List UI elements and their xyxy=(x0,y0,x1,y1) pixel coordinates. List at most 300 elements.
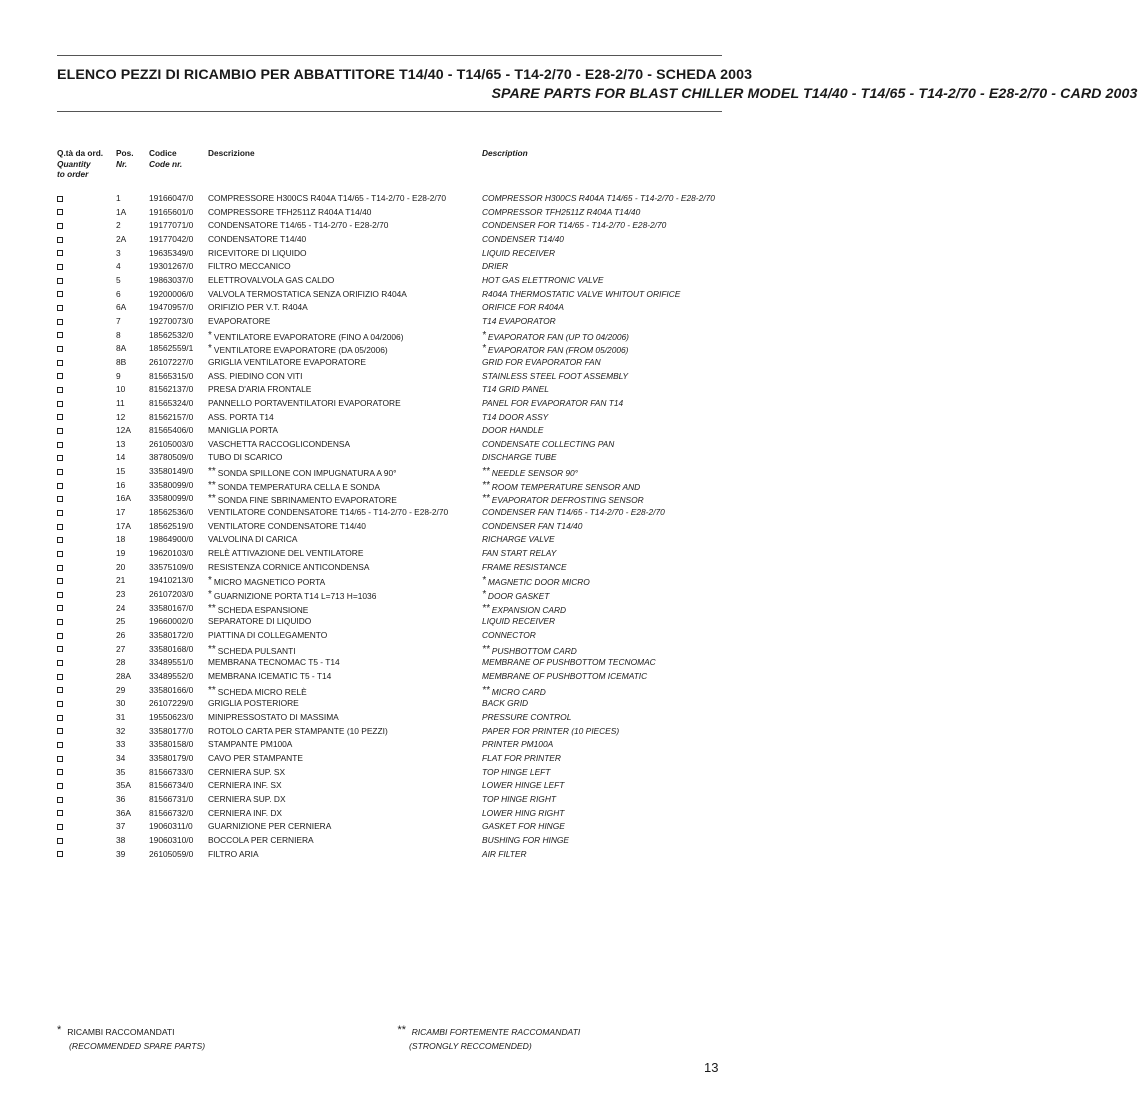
position-number: 8 xyxy=(116,329,121,340)
description-en xyxy=(482,247,555,261)
description-en-text: PRESSURE CONTROL xyxy=(482,711,572,722)
order-checkbox[interactable] xyxy=(57,442,63,448)
position-number: 31 xyxy=(116,711,126,722)
order-checkbox[interactable] xyxy=(57,319,63,325)
position-number: 17 xyxy=(116,507,126,518)
order-checkbox[interactable] xyxy=(57,237,63,243)
part-code: 33580168/0 xyxy=(149,643,194,654)
order-checkbox[interactable] xyxy=(57,278,63,284)
table-row xyxy=(0,301,777,315)
recommended-marker: * xyxy=(208,575,212,587)
part-code: 19863037/0 xyxy=(149,274,194,285)
top-rule xyxy=(57,55,722,56)
footnote-strongly-recommended xyxy=(397,1023,580,1053)
position-number: 8A xyxy=(116,343,127,354)
table-row xyxy=(0,752,777,766)
recommended-marker-en: ** xyxy=(482,602,490,614)
order-checkbox[interactable] xyxy=(57,851,63,857)
table-row xyxy=(0,492,777,506)
position-number: 12 xyxy=(116,411,126,422)
order-checkbox[interactable] xyxy=(57,496,63,502)
table-row xyxy=(0,574,777,588)
description-en xyxy=(482,533,555,547)
order-checkbox[interactable] xyxy=(57,660,63,666)
description-en xyxy=(482,424,543,438)
table-row xyxy=(0,424,777,438)
position-number: 6 xyxy=(116,288,121,299)
description-en xyxy=(482,793,556,807)
description-it-text: VALVOLINA DI CARICA xyxy=(208,534,298,545)
description-it xyxy=(208,670,331,684)
table-row xyxy=(0,848,777,862)
table-row xyxy=(0,670,777,684)
position-number: 36A xyxy=(116,807,131,818)
order-checkbox[interactable] xyxy=(57,838,63,844)
description-en-text: FAN START RELAY xyxy=(482,548,557,559)
description-en-text: FRAME RESISTANCE xyxy=(482,561,567,572)
order-checkbox[interactable] xyxy=(57,264,63,270)
description-it-text: GRIGLIA VENTILATORE EVAPORATORE xyxy=(208,356,366,367)
description-en-text: MEMBRANE OF PUSHBOTTOM TECNOMAC xyxy=(482,657,656,668)
order-checkbox[interactable] xyxy=(57,783,63,789)
order-checkbox[interactable] xyxy=(57,223,63,229)
description-en xyxy=(482,274,603,288)
position-number: 20 xyxy=(116,561,126,572)
order-checkbox[interactable] xyxy=(57,756,63,762)
column-header-quantity-it: Q.tà da ord. xyxy=(57,148,104,158)
position-number: 33 xyxy=(116,739,126,750)
description-it-text: SONDA TEMPERATURA CELLA E SONDA xyxy=(217,481,380,492)
description-it-text: CONDENSATORE T14/40 xyxy=(208,233,307,244)
description-it-text: CONDENSATORE T14/65 - T14-2/70 - E28-2/70 xyxy=(208,220,389,231)
table-row xyxy=(0,793,777,807)
description-en xyxy=(482,725,619,739)
order-checkbox[interactable] xyxy=(57,510,63,516)
description-en-text: COMPRESSOR TFH2511Z R404A T14/40 xyxy=(482,206,641,217)
part-code: 26105003/0 xyxy=(149,438,194,449)
position-number: 35A xyxy=(116,780,131,791)
table-row xyxy=(0,438,777,452)
description-en xyxy=(482,260,508,274)
description-it-text: CERNIERA SUP. SX xyxy=(208,766,286,777)
description-it-text: CERNIERA INF. DX xyxy=(208,807,282,818)
description-en-text: EVAPORATOR FAN (FROM 05/2006) xyxy=(487,345,629,356)
description-it-text: PIATTINA DI COLLEGAMENTO xyxy=(208,630,328,640)
table-row xyxy=(0,233,777,247)
description-it xyxy=(208,356,366,370)
description-en xyxy=(482,206,640,220)
position-number: 24 xyxy=(116,602,126,613)
position-number: 2A xyxy=(116,233,127,244)
description-en-text: T14 EVAPORATOR xyxy=(482,315,556,326)
position-number: 16A xyxy=(116,493,131,504)
table-row xyxy=(0,834,777,848)
table-row xyxy=(0,684,777,698)
order-checkbox[interactable] xyxy=(57,646,63,652)
recommended-marker: ** xyxy=(208,466,216,478)
description-it xyxy=(208,533,298,547)
part-code: 19060311/0 xyxy=(149,821,193,832)
recommended-marker: ** xyxy=(208,602,216,614)
part-code: 26105059/0 xyxy=(149,848,194,859)
order-checkbox[interactable] xyxy=(57,824,63,830)
position-number: 3 xyxy=(116,247,121,258)
description-en-text: DOOR HANDLE xyxy=(482,425,544,436)
part-code: 19060310/0 xyxy=(149,834,194,845)
description-it xyxy=(208,424,278,438)
description-it xyxy=(208,219,388,233)
position-number: 35 xyxy=(116,766,126,777)
position-number: 28A xyxy=(116,670,131,681)
description-it-text: MINIPRESSOSTATO DI MASSIMA xyxy=(208,711,339,722)
description-it xyxy=(208,848,259,862)
description-it-text: CAVO PER STAMPANTE xyxy=(208,752,303,763)
order-checkbox[interactable] xyxy=(57,209,63,215)
description-en xyxy=(482,233,564,247)
order-checkbox[interactable] xyxy=(57,469,63,475)
description-en-text: T14 GRID PANEL xyxy=(482,384,549,395)
description-it-text: MICRO MAGNETICO PORTA xyxy=(213,577,326,588)
recommended-marker: ** xyxy=(208,643,216,655)
description-en-text: DISCHARGE TUBE xyxy=(482,452,557,463)
description-en xyxy=(482,356,601,370)
part-code: 33580177/0 xyxy=(149,725,194,736)
description-en-text: PUSHBOTTOM CARD xyxy=(491,645,577,656)
description-en-text: ROOM TEMPERATURE SENSOR AND xyxy=(491,481,641,492)
order-checkbox[interactable] xyxy=(57,291,63,297)
table-row xyxy=(0,561,777,575)
description-en-text: PRINTER PM100A xyxy=(482,739,554,750)
description-it xyxy=(208,192,446,206)
description-it xyxy=(208,438,350,452)
position-number: 16 xyxy=(116,479,126,490)
table-row xyxy=(0,329,777,343)
part-code: 19270073/0 xyxy=(149,315,194,326)
description-en-text: BACK GRID xyxy=(482,698,529,709)
order-checkbox[interactable] xyxy=(57,455,63,461)
order-checkbox[interactable] xyxy=(57,797,63,803)
description-it-text: ELETTROVALVOLA GAS CALDO xyxy=(208,274,335,285)
column-header-code-en: Code nr. xyxy=(149,158,183,169)
table-row xyxy=(0,247,777,261)
description-it-text: ASS. PIEDINO CON VITI xyxy=(208,370,303,381)
order-checkbox[interactable] xyxy=(57,360,63,366)
order-checkbox[interactable] xyxy=(57,674,63,680)
position-number: 26 xyxy=(116,630,126,640)
order-checkbox[interactable] xyxy=(57,687,63,693)
order-checkbox[interactable] xyxy=(57,250,63,256)
order-checkbox[interactable] xyxy=(57,592,63,598)
footnote-single-mark: * xyxy=(57,1024,62,1036)
description-it xyxy=(208,301,308,315)
order-checkbox[interactable] xyxy=(57,551,63,557)
table-row xyxy=(0,807,777,821)
description-it xyxy=(208,520,366,534)
order-checkbox[interactable] xyxy=(57,701,63,707)
description-it-text: VENTILATORE EVAPORATORE (DA 05/2006) xyxy=(213,345,388,356)
order-checkbox[interactable] xyxy=(57,742,63,748)
description-it xyxy=(208,288,407,302)
description-en-text: BUSHING FOR HINGE xyxy=(482,834,570,845)
description-it xyxy=(208,793,286,807)
recommended-marker-en: * xyxy=(482,343,486,355)
table-row xyxy=(0,547,777,561)
description-en-text: MAGNETIC DOOR MICRO xyxy=(487,577,590,588)
description-en xyxy=(482,711,571,725)
description-it-text: SONDA SPILLONE CON IMPUGNATURA A 90° xyxy=(217,468,397,479)
description-en xyxy=(482,411,548,425)
description-en xyxy=(482,738,553,752)
description-it-text: RICEVITORE DI LIQUIDO xyxy=(208,247,307,258)
position-number: 6A xyxy=(116,302,127,313)
description-it-text: SCHEDA MICRO RELÈ xyxy=(217,686,307,697)
part-code: 19620103/0 xyxy=(149,548,194,559)
description-en-text: CONDENSER FAN T14/40 xyxy=(482,520,583,531)
description-en-text: MICRO CARD xyxy=(491,686,546,697)
column-header-quantity xyxy=(57,148,103,180)
description-it-text: SCHEDA ESPANSIONE xyxy=(217,604,309,615)
table-row xyxy=(0,725,777,739)
column-header-quantity-en-1: Quantity xyxy=(57,158,91,169)
order-checkbox[interactable] xyxy=(57,373,63,379)
part-code: 19200006/0 xyxy=(149,288,194,299)
recommended-marker-en: ** xyxy=(482,684,490,696)
description-it xyxy=(208,561,369,575)
description-en-text: ORIFICE FOR R404A xyxy=(482,302,564,313)
position-number: 11 xyxy=(116,397,125,408)
order-checkbox[interactable] xyxy=(57,728,63,734)
description-en-text: EVAPORATOR FAN (UP TO 04/2006) xyxy=(487,331,629,342)
order-checkbox[interactable] xyxy=(57,810,63,816)
description-it xyxy=(208,779,282,793)
position-number: 37 xyxy=(116,821,126,832)
order-checkbox[interactable] xyxy=(57,483,63,489)
title-bottom-rule xyxy=(57,111,722,112)
table-row xyxy=(0,356,777,370)
column-header-quantity-en-2: to order xyxy=(57,169,89,179)
part-code: 38780509/0 xyxy=(149,452,194,463)
order-checkbox[interactable] xyxy=(57,346,63,352)
footnote-double-text-it: RICAMBI FORTEMENTE RACCOMANDATI xyxy=(411,1027,581,1037)
description-it-text: PRESA D'ARIA FRONTALE xyxy=(208,384,312,395)
table-row xyxy=(0,370,777,384)
position-number: 32 xyxy=(116,725,126,736)
part-code: 19177071/0 xyxy=(149,220,194,231)
order-checkbox[interactable] xyxy=(57,769,63,775)
position-number: 34 xyxy=(116,752,126,763)
description-en xyxy=(482,629,536,643)
table-row xyxy=(0,588,777,602)
page-number: 13 xyxy=(704,1060,719,1075)
description-it xyxy=(208,233,306,247)
position-number: 36 xyxy=(116,793,126,804)
order-checkbox[interactable] xyxy=(57,605,63,611)
table-row xyxy=(0,383,777,397)
table-row xyxy=(0,656,777,670)
position-number: 25 xyxy=(116,616,126,627)
order-checkbox[interactable] xyxy=(57,578,63,584)
recommended-marker: * xyxy=(208,329,212,341)
part-code: 18562559/1 xyxy=(149,343,194,354)
part-code: 81565315/0 xyxy=(149,370,194,381)
order-checkbox[interactable] xyxy=(57,524,63,530)
description-en xyxy=(482,315,556,329)
part-code: 81566734/0 xyxy=(149,780,194,791)
position-number: 1 xyxy=(116,193,121,203)
description-it-text: TUBO DI SCARICO xyxy=(208,452,283,463)
description-en xyxy=(482,848,527,862)
description-en-text: CONDENSER FOR T14/65 - T14-2/70 - E28-2/70 xyxy=(482,220,667,231)
description-it xyxy=(208,411,274,425)
description-en-text: EXPANSION CARD xyxy=(491,604,567,615)
order-checkbox[interactable] xyxy=(57,401,63,407)
footnote-recommended xyxy=(57,1023,205,1053)
part-code: 18562536/0 xyxy=(149,507,194,518)
order-checkbox[interactable] xyxy=(57,196,63,202)
description-en-text: LIQUID RECEIVER xyxy=(482,616,556,627)
description-it xyxy=(208,820,331,834)
position-number: 14 xyxy=(116,452,126,463)
description-en xyxy=(482,547,556,561)
description-en-text: GASKET FOR HINGE xyxy=(482,821,565,832)
part-code: 19165601/0 xyxy=(149,206,194,217)
description-en xyxy=(482,301,564,315)
part-code: 19301267/0 xyxy=(149,261,194,272)
table-row xyxy=(0,506,777,520)
description-en-text: TOP HINGE LEFT xyxy=(482,766,551,777)
description-en-text: R404A THERMOSTATIC VALVE WHITOUT ORIFICE xyxy=(482,288,681,299)
recommended-marker: ** xyxy=(208,479,216,491)
description-en-text: LOWER HING RIGHT xyxy=(482,807,565,818)
description-en-text: T14 DOOR ASSY xyxy=(482,411,549,422)
recommended-marker-en: * xyxy=(482,329,486,341)
table-row xyxy=(0,779,777,793)
order-checkbox[interactable] xyxy=(57,332,63,338)
table-row xyxy=(0,411,777,425)
table-row xyxy=(0,479,777,493)
part-code: 81562137/0 xyxy=(149,384,194,395)
table-row xyxy=(0,206,777,220)
description-en-text: MEMBRANE OF PUSHBOTTOM ICEMATIC xyxy=(482,670,648,681)
part-code: 19470957/0 xyxy=(149,302,194,313)
order-checkbox[interactable] xyxy=(57,633,63,639)
description-it-text: ASS. PORTA T14 xyxy=(208,411,274,422)
description-en-text: EVAPORATOR DEFROSTING SENSOR xyxy=(491,495,644,506)
description-en-text: CONDENSATE COLLECTING PAN xyxy=(482,438,615,449)
recommended-marker: * xyxy=(208,343,212,355)
table-row xyxy=(0,629,777,643)
description-it-text: PANNELLO PORTAVENTILATORI EVAPORATORE xyxy=(208,397,401,408)
recommended-marker-en: ** xyxy=(482,479,490,491)
description-it xyxy=(208,274,334,288)
order-checkbox[interactable] xyxy=(57,414,63,420)
table-row xyxy=(0,643,777,657)
order-checkbox[interactable] xyxy=(57,619,63,625)
order-checkbox[interactable] xyxy=(57,305,63,311)
table-row xyxy=(0,697,777,711)
description-it xyxy=(208,766,285,780)
description-en xyxy=(482,670,647,684)
description-it-text: VENTILATORE EVAPORATORE (FINO A 04/2006) xyxy=(213,331,404,342)
position-number: 1A xyxy=(116,206,127,217)
description-it xyxy=(208,656,340,670)
description-en xyxy=(482,438,614,452)
description-en xyxy=(482,219,666,233)
order-checkbox[interactable] xyxy=(57,715,63,721)
description-en-text: STAINLESS STEEL FOOT ASSEMBLY xyxy=(482,370,629,381)
description-it-text: CERNIERA SUP. DX xyxy=(208,793,286,804)
description-en xyxy=(482,192,715,206)
order-checkbox[interactable] xyxy=(57,537,63,543)
recommended-marker-en: ** xyxy=(482,466,490,478)
order-checkbox[interactable] xyxy=(57,428,63,434)
description-it-text: GUARNIZIONE PER CERNIERA xyxy=(208,821,332,832)
description-it-text: COMPRESSORE TFH2511Z R404A T14/40 xyxy=(208,206,372,217)
table-row xyxy=(0,820,777,834)
part-code: 81566731/0 xyxy=(149,793,194,804)
footnote-single-text-en: (RECOMMENDED SPARE PARTS) xyxy=(69,1041,206,1051)
description-en-text: AIR FILTER xyxy=(482,848,527,859)
description-it xyxy=(208,206,371,220)
description-it-text: GUARNIZIONE PORTA T14 L=713 H=1036 xyxy=(213,591,377,602)
description-en xyxy=(482,451,556,465)
footnote-double-text-en: (STRONGLY RECCOMENDED) xyxy=(409,1041,532,1051)
position-number: 21 xyxy=(116,575,126,586)
footnote-double-mark: ** xyxy=(397,1024,406,1036)
column-header-position-en: Nr. xyxy=(116,158,128,169)
part-code: 33580158/0 xyxy=(149,739,194,750)
description-en xyxy=(482,834,569,848)
table-row xyxy=(0,260,777,274)
description-en-text: CONDENSER FAN T14/65 - T14-2/70 - E28-2/70 xyxy=(482,507,665,518)
recommended-marker: * xyxy=(208,589,212,601)
column-header-description-it: Descrizione xyxy=(208,148,255,158)
part-code: 81562157/0 xyxy=(149,411,194,422)
position-number: 17A xyxy=(116,520,131,531)
description-it-text: VENTILATORE CONDENSATORE T14/65 - T14-2/70 - E28-2/70 xyxy=(208,507,449,518)
position-number: 9 xyxy=(116,370,121,381)
description-it xyxy=(208,506,448,520)
position-number: 30 xyxy=(116,698,126,709)
description-it-text: COMPRESSORE H300CS R404A T14/65 - T14-2/70 - E28-2/70 xyxy=(208,193,447,203)
table-row xyxy=(0,288,777,302)
description-it xyxy=(208,725,388,739)
description-it-text: VENTILATORE CONDENSATORE T14/40 xyxy=(208,520,366,531)
part-code: 33489551/0 xyxy=(149,657,194,668)
part-code: 26107227/0 xyxy=(149,356,194,367)
description-en xyxy=(482,807,564,821)
description-it xyxy=(208,615,311,629)
description-it-text: FILTRO ARIA xyxy=(208,848,259,859)
description-en-text: NEEDLE SENSOR 90° xyxy=(491,468,578,479)
description-en xyxy=(482,383,549,397)
part-code: 33580149/0 xyxy=(149,466,194,477)
description-it-text: VALVOLA TERMOSTATICA SENZA ORIFIZIO R404A xyxy=(208,288,407,299)
position-number: 28 xyxy=(116,657,126,668)
description-it-text: ROTOLO CARTA PER STAMPANTE (10 PEZZI) xyxy=(208,725,388,736)
order-checkbox[interactable] xyxy=(57,387,63,393)
description-it-text: SCHEDA PULSANTI xyxy=(217,645,296,656)
position-number: 19 xyxy=(116,548,126,559)
description-it-text: VASCHETTA RACCOGLICONDENSA xyxy=(208,438,351,449)
description-it xyxy=(208,397,401,411)
description-it xyxy=(208,752,303,766)
part-code: 33489552/0 xyxy=(149,670,194,681)
order-checkbox[interactable] xyxy=(57,565,63,571)
position-number: 4 xyxy=(116,261,121,272)
position-number: 13 xyxy=(116,438,126,449)
description-en-text: RICHARGE VALVE xyxy=(482,534,555,545)
